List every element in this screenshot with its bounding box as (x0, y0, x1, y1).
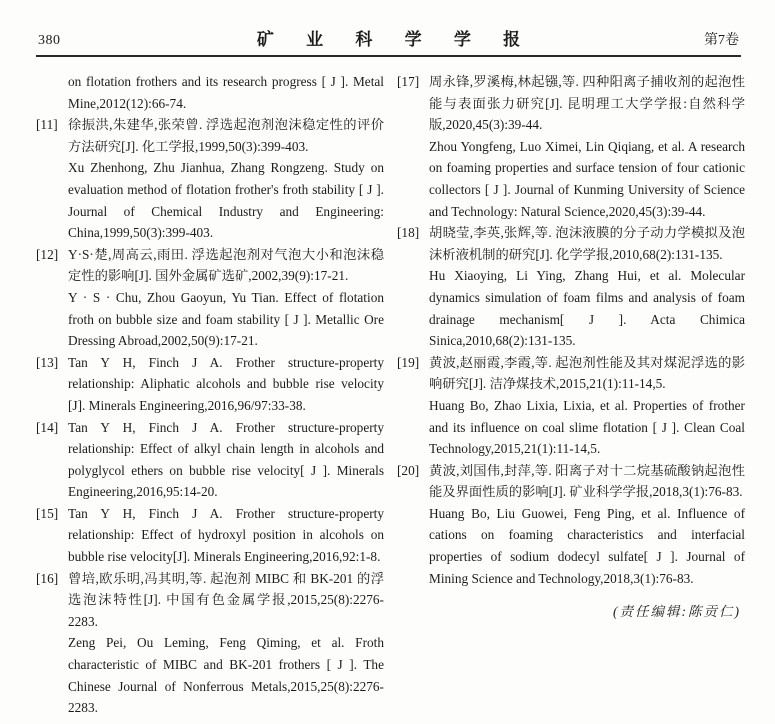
reference-entry (36, 352, 384, 417)
reference-body (68, 352, 384, 417)
reference-text: Tan Y H, Finch J A. Frother structure-property relationship: Effect of alkyl chain length in alcohols and polyglycol ethers on bubble rise velocity[ J ]. Minerals Engineering,2016,95:14-20. (68, 419, 384, 500)
right-column (397, 71, 745, 719)
reference-entry (36, 503, 384, 568)
reference-text: Zhou Yongfeng, Luo Ximei, Lin Qiqiang, et al. A research on foaming properties and surface tension of four cationic collectors [ J ]. Journal of Kunming University of Science and Technology: Natural Science,2020,45(3):39-44. (429, 138, 745, 219)
reference-text: 黄波,刘国伟,封萍,等. 阳离子对十二烷基硫酸钠起泡性能及界面性质的影响[J]. 矿业科学学报,2018,3(1):76-83. (429, 462, 745, 500)
reference-number: [17] (397, 74, 420, 89)
reference-body (429, 222, 745, 352)
reference-number: [14] (36, 419, 59, 435)
reference-text: on flotation frothers and its research progress [ J ]. Metal Mine,2012(12):66-74. (68, 74, 384, 111)
reference-body (68, 244, 384, 352)
reference-text: 周永锋,罗溪梅,林起镪,等. 四种阳离子捕收剂的起泡性能与表面张力研究[J]. 昆明理工大学学报:自然科学版,2020,45(3):39-44. (429, 74, 745, 133)
editor-note: (责任编辑:陈贡仁) (613, 604, 741, 620)
reference-body (429, 71, 745, 222)
reference-body (429, 460, 745, 590)
right-column-entries (397, 71, 745, 589)
reference-entry (36, 244, 384, 352)
reference-number: [12] (36, 246, 59, 262)
reference-entry (397, 460, 745, 590)
reference-number: [15] (36, 505, 59, 521)
reference-number: [11] (36, 117, 58, 133)
reference-number: [16] (36, 570, 59, 586)
reference-text: 徐振洪,朱建华,张荣曾. 浮选起泡剂泡沫稳定性的评价方法研究[J]. 化工学报,1999,50(3):399-403. (68, 117, 384, 154)
reference-text: Hu Xiaoying, Li Ying, Zhang Hui, et al. Molecular dynamics simulation of foam films and analysis of foam drainage mechanism[ J ]. Acta Chimica Sinica,2010,68(2):131-135. (429, 268, 745, 349)
reference-text: Zeng Pei, Ou Leming, Feng Qiming, et al. Froth characteristic of MIBC and BK-201 frothers [ J ]. The Chinese Journal of Nonferrous Metals,2015,25(8):2276-2283. (68, 635, 384, 716)
page-number: 380 (38, 33, 61, 48)
reference-body (68, 114, 384, 244)
reference-text: Huang Bo, Zhao Lixia, Lixia, et al. Properties of frother and its influence on coal slime flotation [ J ]. Clean Coal Technology,2015,21(1):11-14,5. (429, 397, 745, 457)
reference-entry (36, 114, 384, 244)
reference-number (36, 71, 68, 114)
reference-text: 胡晓莹,李英,张辉,等. 泡沫液膜的分子动力学模拟及泡沫析液机制的研究[J]. 化学学报,2010,68(2):131-135. (429, 225, 745, 262)
reference-body (68, 417, 384, 503)
journal-title: 矿 业 科 学 学 报 (256, 30, 535, 49)
reference-entry (397, 352, 745, 460)
reference-entry (36, 71, 384, 114)
volume-label: 第7卷 (704, 33, 739, 48)
reference-text: Huang Bo, Liu Guowei, Feng Ping, et al. Influence of cations on foaming characteristics and interfacial properties of sodium dodecyl sulfate[ J ]. Journal of Mining Science and Technology,2018,3(1):76-83. (429, 505, 745, 586)
reference-entry (36, 568, 384, 719)
reference-body (68, 503, 384, 568)
reference-text: 黄波,赵丽霞,李霞,等. 起泡剂性能及其对煤泥浮选的影响研究[J]. 洁净煤技术,2015,21(1):11-14,5. (429, 354, 745, 392)
reference-text: Y · S · Chu, Zhou Gaoyun, Yu Tian. Effect of flotation froth on bubble size and foam stability [ J ]. Metallic Ore Dressing Abroad,2002,50(9):17-21. (68, 289, 384, 349)
reference-text: 曾培,欧乐明,冯其明,等. 起泡剂 MIBC 和 BK-201 的浮选泡沫特性[J]. 中国有色金属学报,2015,25(8):2276-2283. (68, 570, 384, 629)
reference-body (68, 568, 384, 719)
left-column-entries (36, 71, 384, 719)
reference-text: Y·S·楚,周高云,雨田. 浮选起泡剂对气泡大小和泡沫稳定性的影响[J]. 国外金属矿选矿,2002,39(9):17-21. (68, 246, 384, 284)
reference-text: Xu Zhenhong, Zhu Jianhua, Zhang Rongzeng. Study on evaluation method of flotation frother's froth stability [ J ]. Journal of Chemical Industry and Engineering: China,1999,50(3):399-403. (68, 160, 384, 241)
reference-text: Tan Y H, Finch J A. Frother structure-property relationship: Aliphatic alcohols and bubble rise velocity [J]. Minerals Engineering,2016,96/97:33-38. (68, 354, 384, 413)
reference-number: [20] (397, 462, 420, 478)
reference-body (429, 352, 745, 460)
reference-body (68, 71, 384, 114)
left-column (36, 71, 384, 719)
reference-entry (397, 222, 745, 352)
reference-text: Tan Y H, Finch J A. Frother structure-property relationship: Effect of hydroxyl position in alcohols on bubble rise velocity[J]. Minerals Engineering,2016,92:1-8. (68, 505, 384, 565)
reference-number: [18] (397, 225, 420, 241)
running-head (36, 0, 741, 57)
reference-number: [13] (36, 354, 59, 370)
reference-columns (36, 71, 745, 719)
reference-number: [19] (397, 354, 420, 370)
reference-entry (397, 71, 745, 222)
reference-entry (36, 417, 384, 503)
